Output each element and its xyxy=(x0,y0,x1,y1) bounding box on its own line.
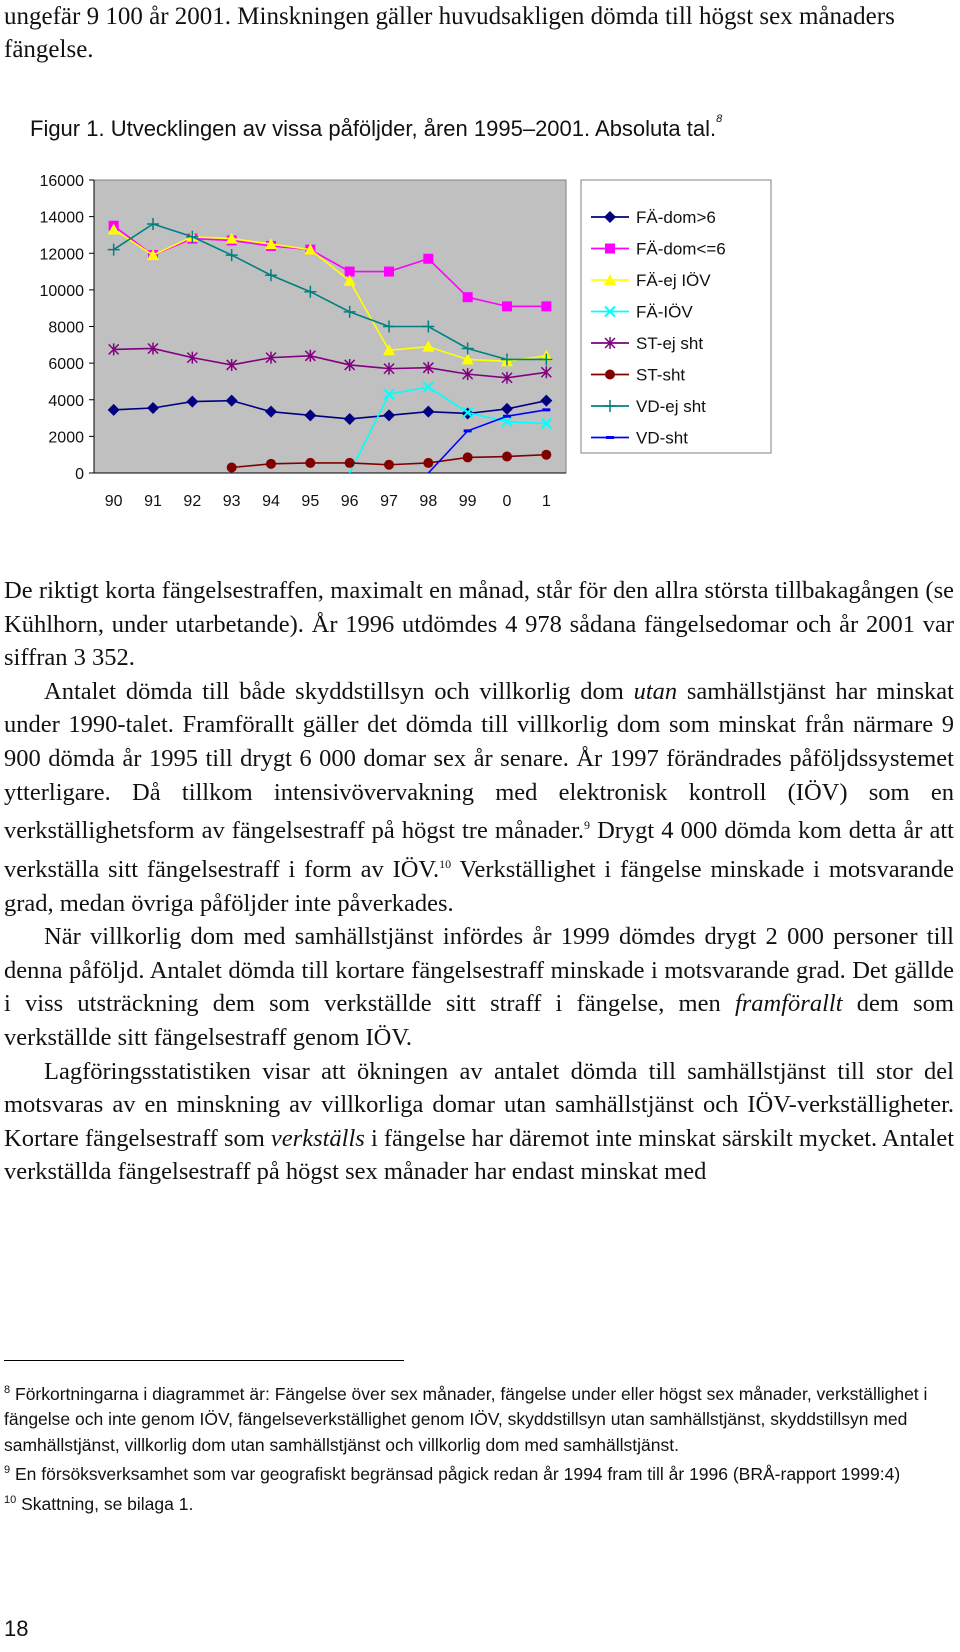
x-tick-label: 90 xyxy=(104,493,123,510)
data-point-f-dom-6 xyxy=(384,267,394,277)
y-tick-label: 12000 xyxy=(39,246,84,264)
data-point-st-sht xyxy=(305,458,315,468)
x-tick-label: 91 xyxy=(144,493,162,510)
legend-marker xyxy=(605,244,615,254)
emphasis-verkstalls: verkställs xyxy=(270,1124,365,1152)
data-point-st-sht xyxy=(266,459,276,469)
figure-caption-note: 8 xyxy=(716,112,723,125)
data-point-st-sht xyxy=(345,458,355,468)
legend-marker xyxy=(605,370,615,380)
data-point-f-dom-6 xyxy=(463,292,473,302)
data-point-st-sht xyxy=(227,463,237,473)
x-tick-label: 99 xyxy=(458,493,477,510)
y-tick-label: 4000 xyxy=(48,392,84,410)
body-text xyxy=(4,574,954,1189)
y-tick-label: 2000 xyxy=(48,429,84,447)
x-tick-label: 92 xyxy=(183,493,202,510)
legend-label: ST-ej sht xyxy=(636,334,704,353)
data-point-st-sht xyxy=(541,450,551,460)
x-tick-label: 95 xyxy=(301,493,320,510)
data-point-f-dom-6 xyxy=(502,301,512,311)
line-chart xyxy=(0,160,960,550)
legend-label: FÄ-dom>6 xyxy=(636,208,716,227)
legend-label: VD-ej sht xyxy=(636,397,706,416)
emphasis-framforallt: framförallt xyxy=(734,990,843,1018)
legend-label: FÄ-dom<=6 xyxy=(636,239,726,259)
footnote-9: $^9$ En försöksverksamhet som var geografiskt begränsad pågick redan år 1994 fram till år 1996 (BRÅ-rapport 1999:4) xyxy=(4,1464,901,1485)
x-tick-label: 94 xyxy=(262,493,280,510)
footnote-divider xyxy=(4,1360,404,1361)
x-tick-label: 1 xyxy=(541,493,551,510)
footnotes xyxy=(4,1378,954,1517)
y-tick-label: 16000 xyxy=(39,173,84,190)
x-tick-label: 96 xyxy=(340,493,359,510)
legend-label: ST-sht xyxy=(636,365,686,385)
x-tick-label: 0 xyxy=(502,493,512,510)
y-tick-label: 8000 xyxy=(48,319,84,337)
data-point-f-dom-6 xyxy=(423,254,433,264)
y-tick-label: 0 xyxy=(75,466,84,483)
emphasis-utan: utan xyxy=(633,677,678,705)
page-number: 18 xyxy=(4,1616,29,1641)
data-point-st-sht xyxy=(463,452,473,462)
legend-label: FÄ-ej IÖV xyxy=(636,271,711,290)
footnote-ref-10: 10 xyxy=(439,856,452,871)
footnote-10: $^{10}$ Skattning, se bilaga 1. xyxy=(4,1493,194,1514)
y-tick-label: 6000 xyxy=(48,356,84,374)
figure-caption xyxy=(30,112,723,142)
figure-caption-text: Figur 1. Utvecklingen av vissa påföljder, åren 1995–2001. Absoluta tal. xyxy=(30,116,717,141)
legend-label: VD-sht xyxy=(636,428,688,448)
x-tick-label: 93 xyxy=(222,493,241,510)
paragraph-3: När villkorlig dom med samhällstjänst infördes år 1999 dömdes drygt 2 000 personer till denna påföljd. Antalet dömda till kortare fängelsestraff minskade i motsvarande grad. Det gällde i viss utsträckning dem som verkställde sitt straff i fängelse, men framförallt dem som verkställde sitt fängelsestraff genom IÖV. xyxy=(4,923,954,1052)
plot-area xyxy=(94,180,566,473)
y-tick-label: 14000 xyxy=(39,209,84,227)
paragraph-4: Lagföringsstatistiken visar att ökningen av antalet dömda till samhällstjänst till stor del motsvaras av en minskning av villkorliga domar utan samhällstjänst och IÖV-verkställigheter. Kortare fängelsestraff som verkställs i fängelse har däremot inte minskat särskilt mycket. Antalet verkställda fängelsestraff på högst sex månader har endast minskat med xyxy=(4,1057,955,1186)
footnote-ref-9: 9 xyxy=(584,818,591,833)
y-tick-label: 10000 xyxy=(39,282,84,300)
data-point-st-sht xyxy=(502,452,512,462)
legend-label: FÄ-IÖV xyxy=(636,302,693,322)
data-point-st-sht xyxy=(384,460,394,470)
intro-text: ungefär 9 100 år 2001. Minskningen gäller huvudsakligen dömda till högst sex månaders fängelse. xyxy=(4,3,895,63)
footnote-8: $^8$ Förkortningarna i diagrammet är: Fängelse över sex månader, fängelse under eller högst sex månader, verkställighet i fängelse och inte genom IÖV, fängelseverkställighet genom IÖV, skyddstillsyn utan samhällstjänst, skyddstillsyn med samhällstjänst, villkorlig dom utan samhällstjänst och villkorlig dom med samhällstjänst. xyxy=(4,1383,928,1455)
x-tick-label: 97 xyxy=(380,493,398,510)
data-point-f-dom-6 xyxy=(541,301,551,311)
x-tick-label: 98 xyxy=(419,493,438,510)
paragraph-2: Antalet dömda till både skyddstillsyn och villkorlig dom utan samhällstjänst har minskat under 1990-talet. Framförallt gäller det dömda till villkorlig dom som minskat från närmare 9 900 dömda år 1995 till drygt 6 000 domar sex år senare. År 1997 förändrades påföljdssystemet ytterligare. Då tillkom intensivövervakning med elektronisk kontroll (IÖV) som en verkställighetsform av fängelsestraff på högst tre månader.$^9$ Drygt 4 000 dömda kom detta år att verkställa sitt fängelsestraff i form av IÖV.$^{10}$ Verkställighet i fängelse minskade i motsvarande grad, medan övriga påföljder inte påverkades. xyxy=(4,677,954,917)
data-point-st-sht xyxy=(423,458,433,468)
paragraph-1: De riktigt korta fängelsestraffen, maximalt en månad, står för den allra största tillbakagången (se Kühlhorn, under utarbetande). År 1996 utdömdes 4 978 sådana fängelsedomar och år 2001 var siffran 3 352. xyxy=(4,577,954,672)
